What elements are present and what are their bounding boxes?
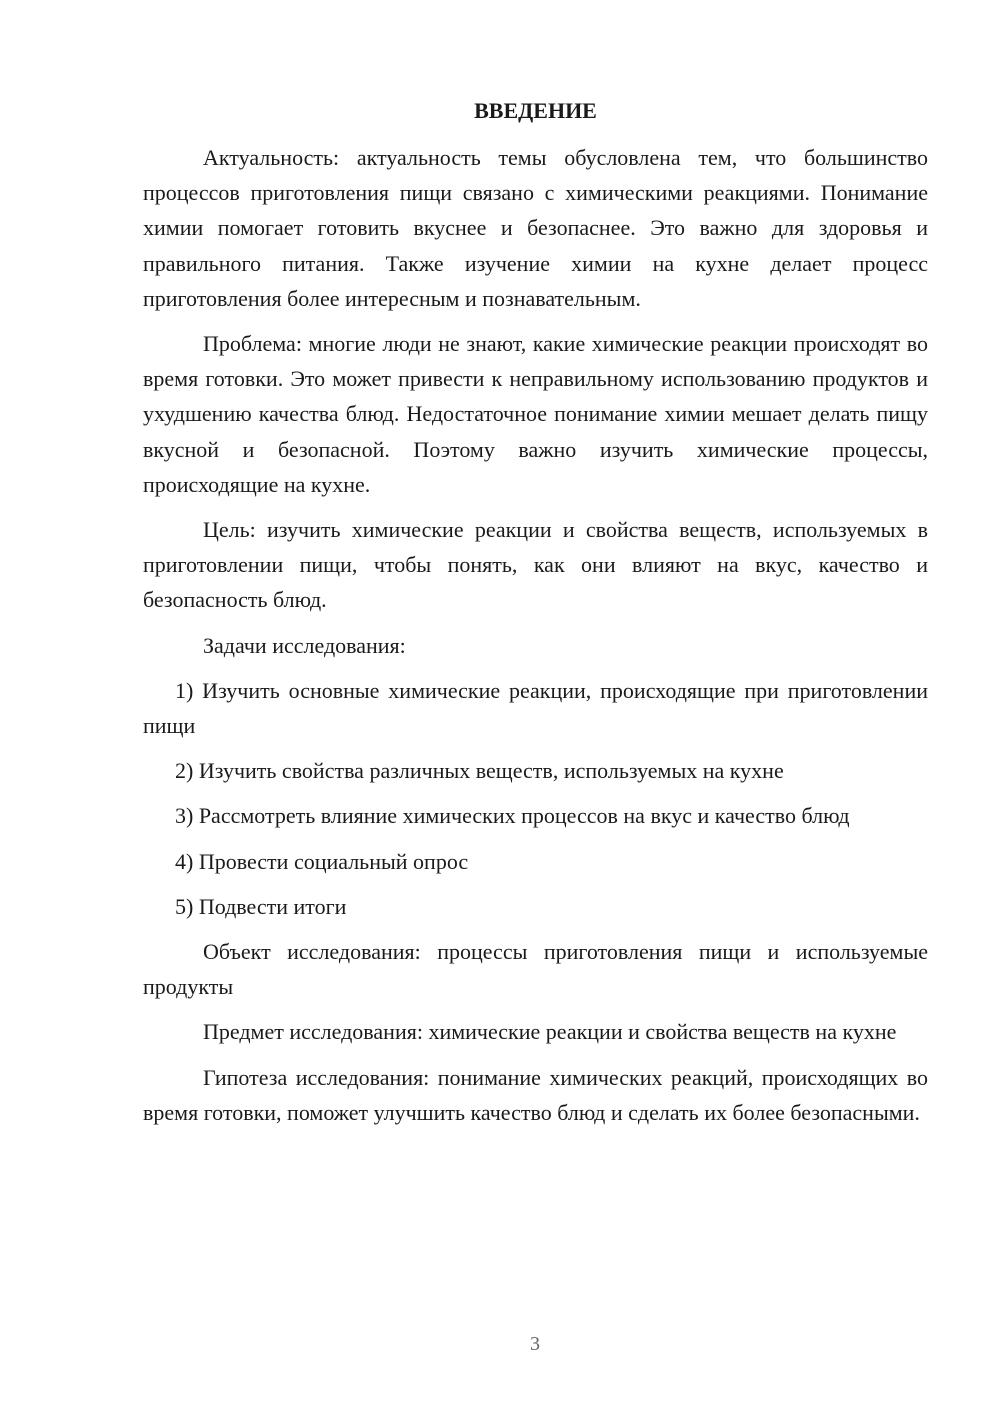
paragraph-problem: Проблема: многие люди не знают, какие химические реакции происходят во время готовки. Это может привести к неправильному использованию продуктов и ухудшению качества блюд. Недостаточное понимание химии мешает делать пищу вкусной и безопасной. Поэтому важно изучить химические процессы, происходящие на кухне. bbox=[143, 331, 928, 497]
task-item: 4) Провести социальный опрос bbox=[175, 848, 469, 874]
task-item: 1) Изучить основные химические реакции, происходящие при приготовлении пищи bbox=[143, 677, 928, 739]
paragraph-object: Объект исследования: процессы приготовления пищи и используемые продукты bbox=[143, 939, 928, 1000]
paragraph-hypothesis: Гипотеза исследования: понимание химических реакций, происходящих во время готовки, поможет улучшить качество блюд и сделать их более безопасными. bbox=[143, 1064, 928, 1125]
task-item: 5) Подвести итоги bbox=[175, 893, 347, 919]
page-content bbox=[143, 96, 928, 1140]
paragraph-subject: Предмет исследования: химические реакции и свойства веществ на кухне bbox=[203, 1019, 897, 1045]
paragraph-relevance: Актуальность: актуальность темы обусловлена тем, что большинство процессов приготовления пищи связано с химическими реакциями. Понимание химии помогает готовить вкуснее и безопаснее. Это важно для здоровья и правильного питания. Также изучение химии на кухне делает процесс приготовления более интересным и познавательным. bbox=[143, 145, 928, 311]
page-number: 3 bbox=[530, 1333, 540, 1355]
task-item: 3) Рассмотреть влияние химических процессов на вкус и качество блюд bbox=[175, 803, 850, 829]
section-title: ВВЕДЕНИЕ bbox=[474, 98, 597, 123]
paragraph-goal: Цель: изучить химические реакции и свойства веществ, используемых в приготовлении пищи, чтобы понять, как они влияют на вкус, качество и безопасность блюд. bbox=[143, 517, 928, 613]
task-item: 2) Изучить свойства различных веществ, используемых на кухне bbox=[175, 758, 784, 784]
tasks-heading: Задачи исследования: bbox=[203, 632, 406, 658]
